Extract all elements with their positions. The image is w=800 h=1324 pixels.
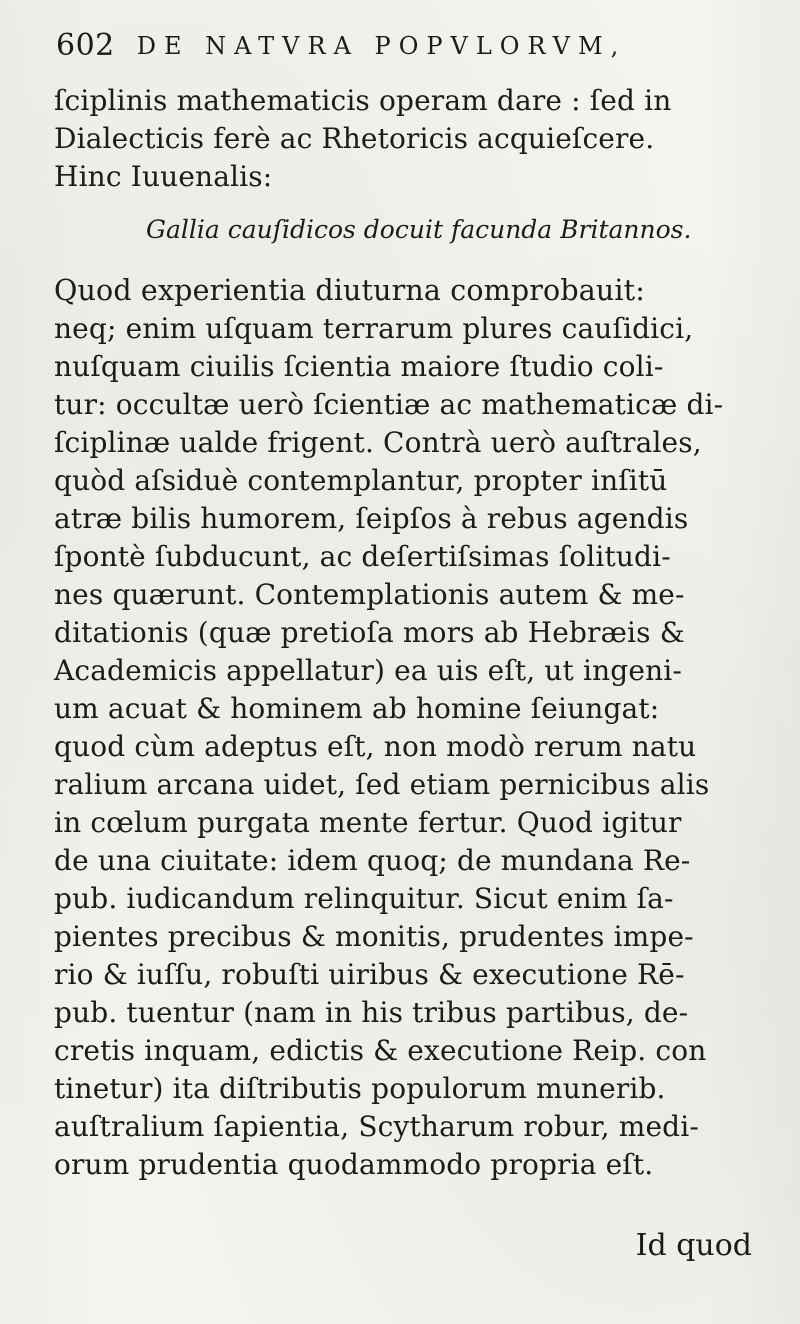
paragraph-line-5: ſciplinæ ualde frigent. Contrà uerò auſtrales,: [54, 426, 702, 459]
paragraph-line-1: Quod experientia diuturna comprobauit:: [54, 274, 645, 307]
paragraph-line-20: pub. tuentur (nam in his tribus partibus, de-: [54, 996, 689, 1029]
paragraph-line-14: ralium arcana uidet, ſed etiam pernicibus alis: [54, 768, 710, 801]
paragraph-line-9: nes quærunt. Contemplationis autem & me-: [54, 578, 685, 611]
paragraph-line-3: nuſquam ciuilis ſcientia maiore ſtudio coli-: [54, 350, 664, 383]
paragraph-line-19: rio & iuſſu, robuſti uiribus & executione Rē-: [54, 958, 685, 991]
paragraph-line-4: tur: occultæ uerò ſcientiæ ac mathematicæ di-: [54, 388, 724, 421]
text-line-3: Hinc Iuuenalis:: [54, 160, 273, 193]
running-title: DE NATVRA POPVLORVM,: [136, 32, 627, 60]
paragraph-line-17: pub. iudicandum relinquitur. Sicut enim ſa-: [54, 882, 674, 915]
paragraph-line-13: quod cùm adeptus eſt, non modò rerum natu: [54, 730, 697, 763]
main-paragraph: [54, 272, 752, 1184]
page-header: [56, 16, 770, 76]
paragraph-line-2: neq; enim uſquam terrarum plures cauſidici,: [54, 312, 694, 345]
text-line-2: Dialecticis ferè ac Rhetoricis acquieſcere.: [54, 122, 655, 155]
paragraph-line-21: cretis inquam, edictis & executione Reip. con: [54, 1034, 707, 1067]
body-text: [54, 82, 752, 1184]
paragraph-line-12: um acuat & hominem ab homine ſeiungat:: [54, 692, 660, 725]
paragraph-line-24: orum prudentia quodammodo propria eſt.: [54, 1148, 654, 1181]
paragraph-line-23: auſtralium ſapientia, Scytharum robur, medi-: [54, 1110, 699, 1143]
paragraph-line-6: quòd aſsiduè contemplantur, propter inſitū: [54, 464, 668, 497]
paragraph-line-16: de una ciuitate: idem quoq; de mundana Re-: [54, 844, 691, 877]
paragraph-line-11: Academicis appellatur) ea uis eſt, ut ingeni-: [54, 654, 682, 687]
paragraph-line-8: ſpontè ſubducunt, ac deſertiſsimas ſolitudi-: [54, 540, 671, 573]
catchword: Id quod: [635, 1228, 752, 1263]
quote-line: Gallia cauſidicos docuit facunda Britannos.: [146, 215, 692, 244]
paragraph-line-18: pientes precibus & monitis, prudentes impe-: [54, 920, 694, 953]
paragraph-line-7: atræ bilis humorem, ſeipſos à rebus agendis: [54, 502, 689, 535]
paragraph-line-10: ditationis (quæ pretioſa mors ab Hebræis &: [54, 616, 685, 649]
text-line-1: ſciplinis mathematicis operam dare : ſed in: [54, 84, 672, 117]
paragraph-line-15: in cœlum purgata mente fertur. Quod igitur: [54, 806, 682, 839]
page-number: 602: [56, 28, 115, 63]
paragraph-line-22: tinetur) ita diſtributis populorum munerib.: [54, 1072, 666, 1105]
